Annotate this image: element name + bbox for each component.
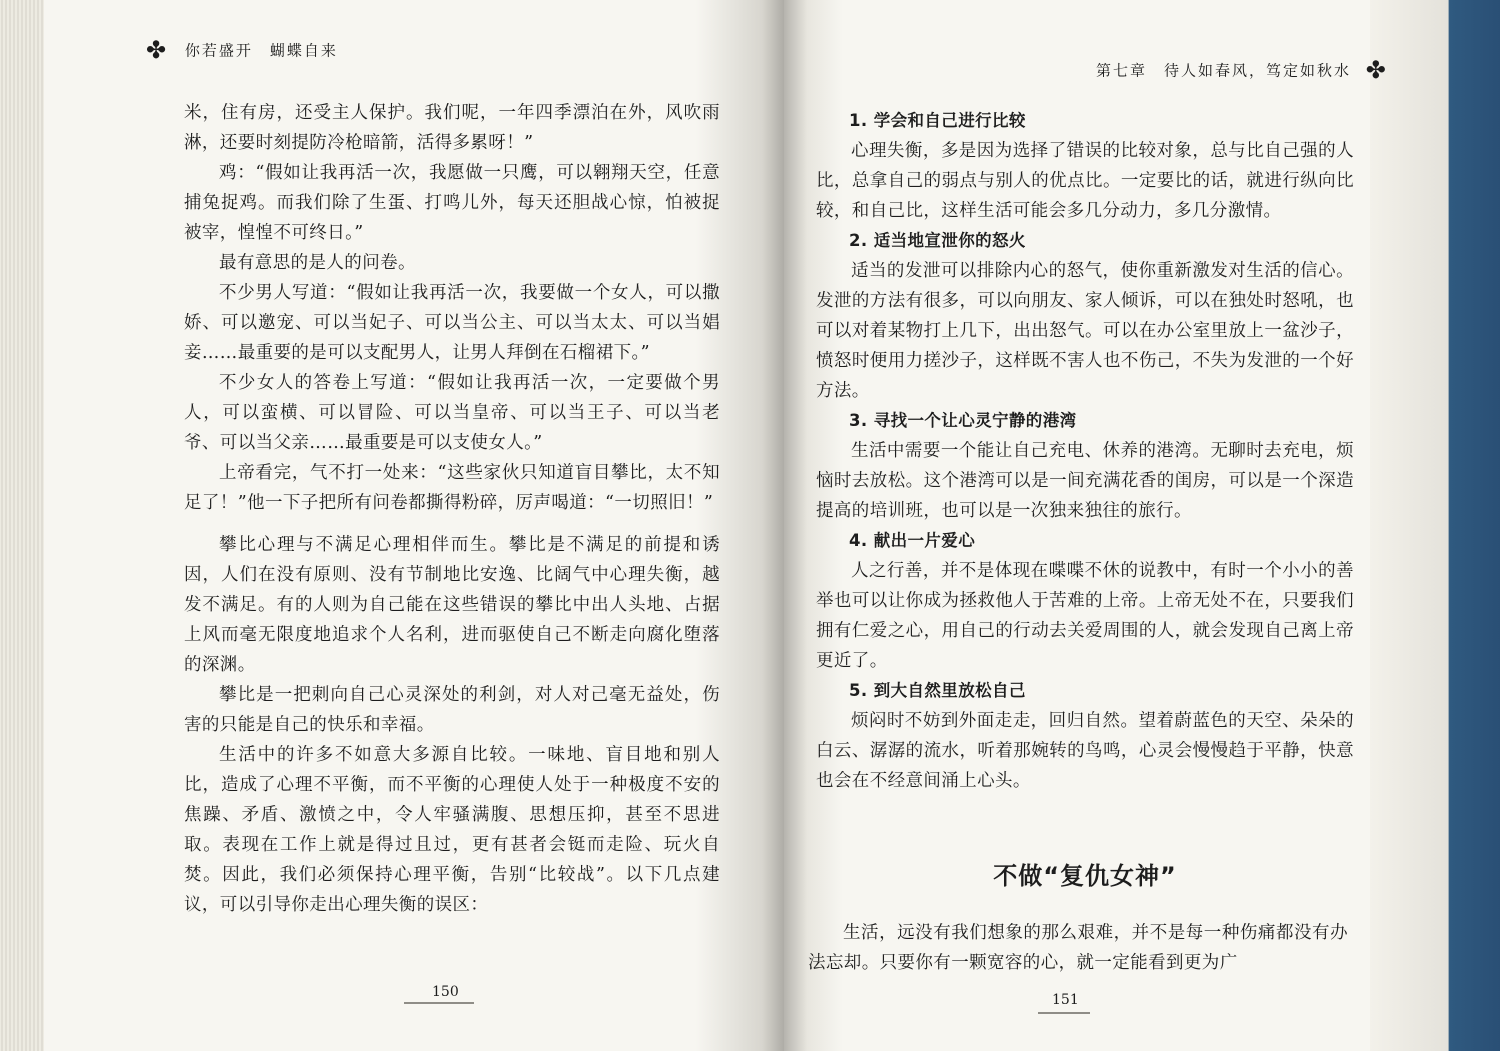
- paragraph-gap: [184, 518, 720, 530]
- paragraph: 不少男人写道：“假如让我再活一次，我要做一个女人，可以撒娇、可以邀宠、可以当妃子、可以当公主、可以当太太、可以当娼妾……最重要的是可以支配男人，让男人拜倒在石榴裙下。”: [184, 283, 720, 363]
- paragraph: 适当的发泄可以排除内心的怒气，使你重新激发对生活的信心。发泄的方法有很多，可以向朋友、家人倾诉，可以在独处时怒吼，也可以对着某物打上几下，出出怒气。可以在办公室里放上一盆沙子，愤怒时便用力搓沙子，这样既不害人也不伤己，不失为发泄的一个好方法。: [816, 261, 1354, 401]
- paragraph: 生活中需要一个能让自己充电、休养的港湾。无聊时去充电，烦恼时去放松。这个港湾可以是一间充满花香的闺房，可以是一个深造提高的培训班，也可以是一次独来独往的旅行。: [816, 441, 1354, 521]
- section-title: 不做“复仇女神”: [993, 862, 1177, 890]
- left-running-head: [146, 38, 338, 62]
- paragraph: 攀比心理与不满足心理相伴而生。攀比是不满足的前提和诱因，人们在没有原则、没有节制地比安逸、比阔气中心理失衡，越发不满足。有的人则为自己能在这些错误的攀比中出人头地、占据上风而毫无限度地追求个人名利，进而驱使自己不断走向腐化堕落的深渊。: [184, 535, 720, 675]
- left-running-head-text: 你若盛开 蝴蝶自来: [184, 41, 338, 60]
- paragraph: 生活，远没有我们想象的那么艰难，并不是每一种伤痛都没有办法忘却。只要你有一颗宽容的心，就一定能看到更为广: [808, 923, 1348, 973]
- paragraph: 不少女人的答卷上写道：“假如让我再活一次，一定要做个男人，可以蛮横、可以冒险、可以当皇帝、可以当王子、可以当老爷、可以当父亲……最重要是可以支使女人。”: [184, 373, 720, 453]
- paragraph: 烦闷时不妨到外面走走，回归自然。望着蔚蓝色的天空、朵朵的白云、潺潺的流水，听着那婉转的鸟鸣，心灵会慢慢趋于平静，快意也会在不经意间涌上心头。: [816, 711, 1354, 791]
- left-page-number: 150: [432, 984, 459, 1000]
- paragraph: 上帝看完，气不打一处来：“这些家伙只知道盲目攀比，太不知足了！”他一下子把所有问卷都撕得粉碎，厉声喝道：“一切照旧！”: [184, 463, 720, 513]
- subheading: 3. 寻找一个让心灵宁静的港湾: [849, 411, 1077, 430]
- subheading: 2. 适当地宣泄你的怒火: [849, 231, 1026, 250]
- paragraph: 鸡：“假如让我再活一次，我愿做一只鹰，可以翱翔天空，任意捕兔捉鸡。而我们除了生蛋、打鸣儿外，每天还胆战心惊，怕被捉被宰，惶惶不可终日。”: [184, 163, 720, 243]
- paragraph: 人之行善，并不是体现在喋喋不休的说教中，有时一个小小的善举也可以让你成为拯救他人于苦难的上帝。上帝无处不在，只要我们拥有仁爱之心，用自己的行动去关爱周围的人，就会发现自己离上帝更近了。: [816, 561, 1354, 671]
- left-page-edges: [0, 0, 44, 1051]
- paragraph: 心理失衡，多是因为选择了错误的比较对象，总与比自己强的人比，总拿自己的弱点与别人的优点比。一定要比的话，就进行纵向比较，和自己比，这样生活可能会多几分动力，多几分激情。: [816, 141, 1354, 221]
- right-running-head: [1096, 58, 1388, 82]
- subheading: 5. 到大自然里放松自己: [849, 681, 1026, 700]
- right-running-head-text: 第七章 待人如春风，笃定如秋水: [1096, 61, 1352, 80]
- subheading: 4. 献出一片爱心: [849, 531, 976, 550]
- butterfly-icon: ✤: [146, 36, 169, 64]
- paragraph: 米，住有房，还受主人保护。我们呢，一年四季漂泊在外，风吹雨淋，还要时刻提防冷枪暗箭，活得多累呀！”: [184, 103, 720, 153]
- butterfly-icon: ✤: [1365, 56, 1388, 84]
- right-folio-rule: [1038, 1012, 1090, 1014]
- subheading: 1. 学会和自己进行比较: [849, 111, 1026, 130]
- paragraph: 攀比是一把刺向自己心灵深处的利剑，对人对己毫无益处，伤害的只能是自己的快乐和幸福。: [184, 685, 720, 735]
- paragraph: 生活中的许多不如意大多源自比较。一味地、盲目地和别人比，造成了心理不平衡，而不平衡的心理使人处于一种极度不安的焦躁、矛盾、激愤之中，令人牢骚满腹、思想压抑，甚至不思进取。表现在工作上就是得过且过，更有甚者会铤而走险、玩火自焚。因此，我们必须保持心理平衡，告别“比较战”。以下几点建议，可以引导你走出心理失衡的误区：: [184, 745, 720, 915]
- right-cover-edge: [1370, 0, 1500, 1051]
- paragraph: 最有意思的是人的问卷。: [219, 253, 416, 273]
- section-intro-text: [808, 918, 1348, 978]
- left-folio-rule: [404, 1002, 474, 1004]
- right-body-text: [816, 106, 1354, 796]
- left-body-text: [184, 98, 720, 920]
- right-page-number: 151: [1052, 992, 1079, 1008]
